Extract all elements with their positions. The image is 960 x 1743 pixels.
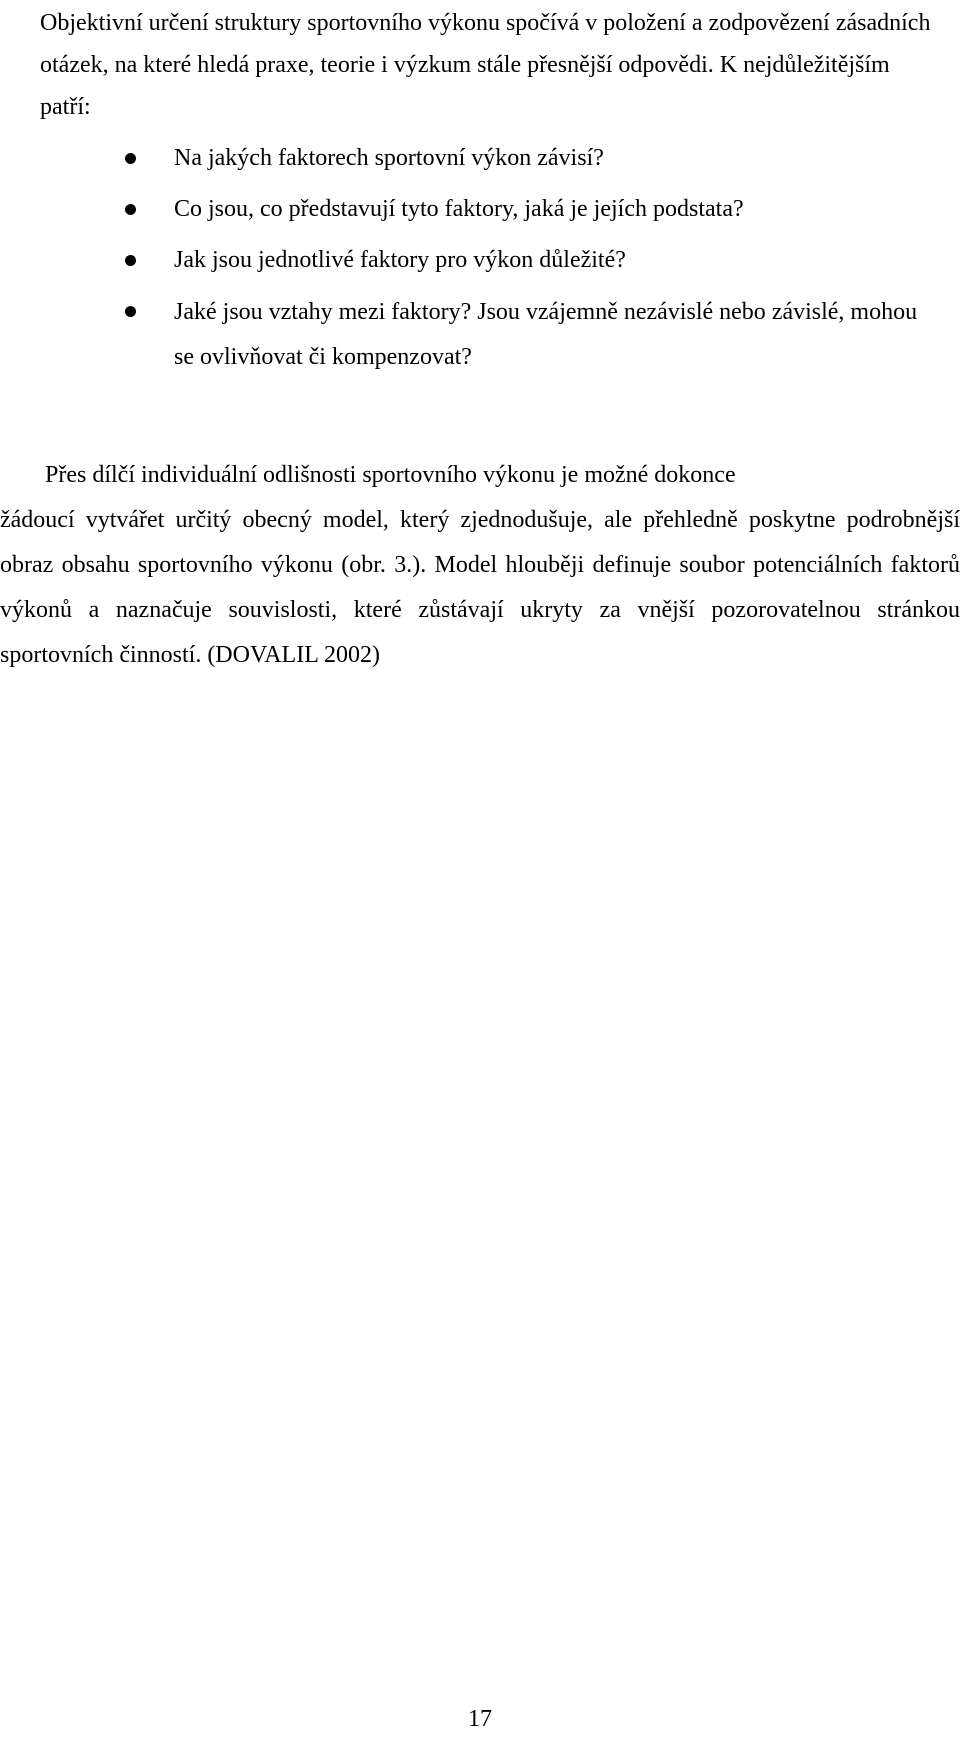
list-item-text: Na jakých faktorech sportovní výkon závisí? — [174, 145, 604, 171]
list-item-text: Jak jsou jednotlivé faktory pro výkon důležité? — [174, 247, 626, 273]
list-item-text: Co jsou, co představují tyto faktory, jaká je jejích podstata? — [174, 196, 744, 222]
list-item — [0, 290, 960, 380]
question-list — [0, 137, 960, 389]
bullet-icon — [125, 255, 136, 266]
bullet-icon — [125, 153, 136, 164]
list-item — [0, 239, 960, 281]
intro-paragraph: Objektivní určení struktury sportovního výkonu spočívá v položení a zodpovězení zásadních otázek, na které hledá praxe, teorie i výzkum stále přesnější odpovědi. K nejdůležitějším patří: — [40, 10, 931, 120]
list-item — [0, 188, 960, 230]
body-paragraph-text: žádoucí vytvářet určitý obecný model, který zjednodušuje, ale přehledně poskytne podrobnější obraz obsahu sportovního výkonu (obr. 3.). Model hlouběji definuje soubor potenciálních faktorů výkonů a naznačuje souvislosti, které zůstávají ukryty za vnější pozorovatelnou stránkou sportovních činností. (DOVALIL 2002) — [0, 507, 960, 668]
list-item-text: Jaké jsou vztahy mezi faktory? Jsou vzájemně nezávislé nebo závislé, mohou se ovlivňovat či kompenzovat? — [174, 299, 918, 370]
body-paragraph — [0, 453, 960, 678]
bullet-icon — [125, 204, 136, 215]
page-number: 17 — [468, 1706, 492, 1732]
bullet-icon — [125, 306, 136, 317]
body-paragraph-first-line: Přes dílčí individuální odlišnosti sportovního výkonu je možné dokonce — [45, 462, 736, 488]
list-item — [0, 137, 960, 179]
